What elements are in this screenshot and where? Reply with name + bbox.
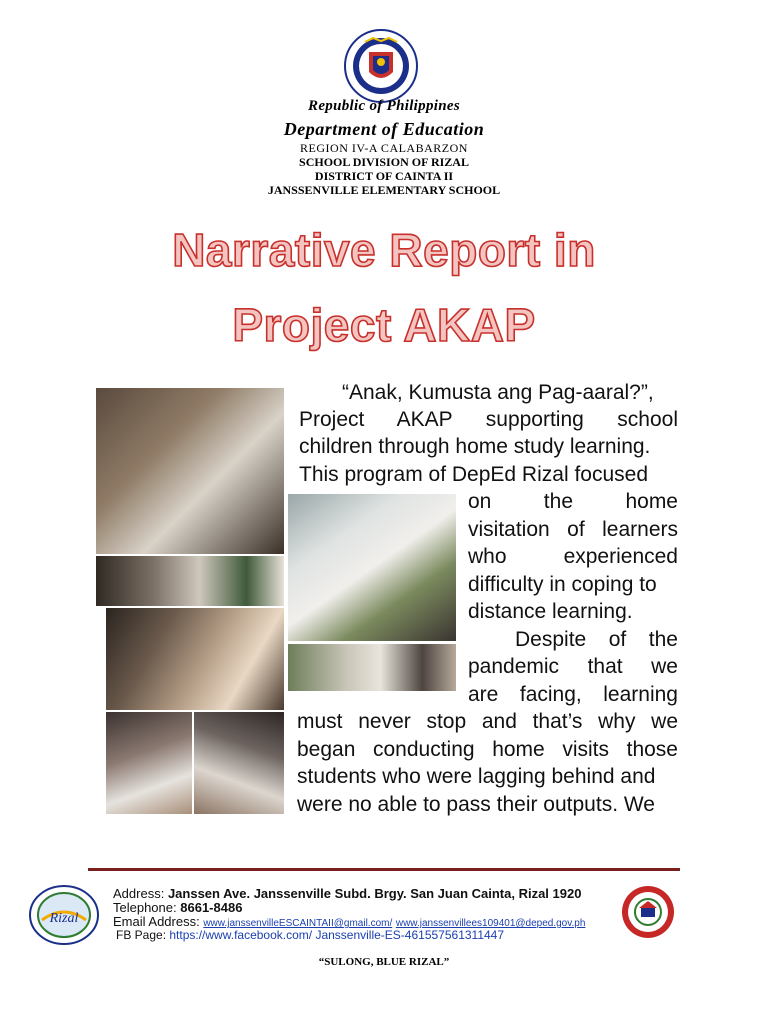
photo-children-studying	[96, 388, 284, 554]
report-title-line-2: Project AKAP	[232, 299, 536, 351]
division-heading: SCHOOL DIVISION OF RIZAL	[299, 155, 469, 169]
photo-teacher-assisting	[288, 494, 456, 641]
rizal-division-logo	[28, 884, 100, 946]
district-heading: DISTRICT OF CAINTA II	[314, 169, 454, 183]
region-heading: REGION IV-A CALABARZON	[300, 141, 468, 155]
photo-outdoor-visit	[288, 644, 456, 691]
body-line: “Anak, Kumusta ang Pag-aaral?”,	[342, 381, 654, 404]
footer-fb: FB Page: https://www.facebook.com/ Janssenville-ES-461557561311447	[116, 928, 505, 942]
email-link-1[interactable]: www.janssenvilleESCAINTAII@gmail.com/	[203, 918, 393, 929]
school-heading: JANSSENVILLE ELEMENTARY SCHOOL	[267, 183, 501, 197]
body-line: distance learning.	[468, 600, 633, 623]
body-line: who experienced	[468, 545, 678, 568]
footer-telephone: Telephone: 8661-8486	[113, 900, 243, 915]
photo-home-visit-street	[106, 608, 284, 710]
body-line: are facing, learning	[468, 683, 678, 706]
body-line: began conducting home visits those	[297, 738, 678, 761]
fb-page-link[interactable]: https://www.facebook.com/ Janssenville-ES-461557561311447	[169, 928, 505, 942]
school-seal-logo	[620, 884, 676, 940]
photo-learner-writing-2	[194, 712, 284, 814]
motto: “SULONG, BLUE RIZAL”	[318, 956, 450, 968]
body-line: were no able to pass their outputs. We	[297, 793, 655, 816]
body-line: must never stop and that’s why we	[297, 710, 678, 733]
republic-heading: Republic of Philippines	[308, 98, 460, 114]
footer-email: Email Address: www.janssenvilleESCAINTAII@gmail.com/ www.janssenvillees109401@deped.gov.ph	[113, 914, 586, 929]
photo-learner-writing-1	[106, 712, 192, 814]
footer-divider	[88, 868, 680, 871]
body-line: children through home study learning.	[299, 435, 651, 458]
body-line: pandemic that we	[468, 655, 678, 678]
body-line: on the home	[468, 490, 678, 513]
department-heading: Department of Education	[283, 119, 485, 139]
body-line: Despite of the	[515, 628, 678, 651]
rizal-logo-text: Rizal	[49, 911, 79, 926]
body-line: students who were lagging behind and	[297, 765, 656, 788]
photo-teachers-group	[96, 556, 284, 606]
body-line: visitation of learners	[468, 518, 678, 541]
email-link-2[interactable]: www.janssenvillees109401@deped.gov.ph	[395, 918, 586, 929]
footer-address: Address: Janssen Ave. Janssenville Subd. Brgy. San Juan Cainta, Rizal 1920	[113, 886, 582, 901]
deped-seal-logo	[343, 28, 419, 104]
body-line: This program of DepEd Rizal focused	[299, 463, 648, 486]
body-line: difficulty in coping to	[468, 573, 657, 596]
report-title-line-1: Narrative Report in	[172, 224, 596, 276]
body-line: Project AKAP supporting school	[299, 408, 678, 431]
